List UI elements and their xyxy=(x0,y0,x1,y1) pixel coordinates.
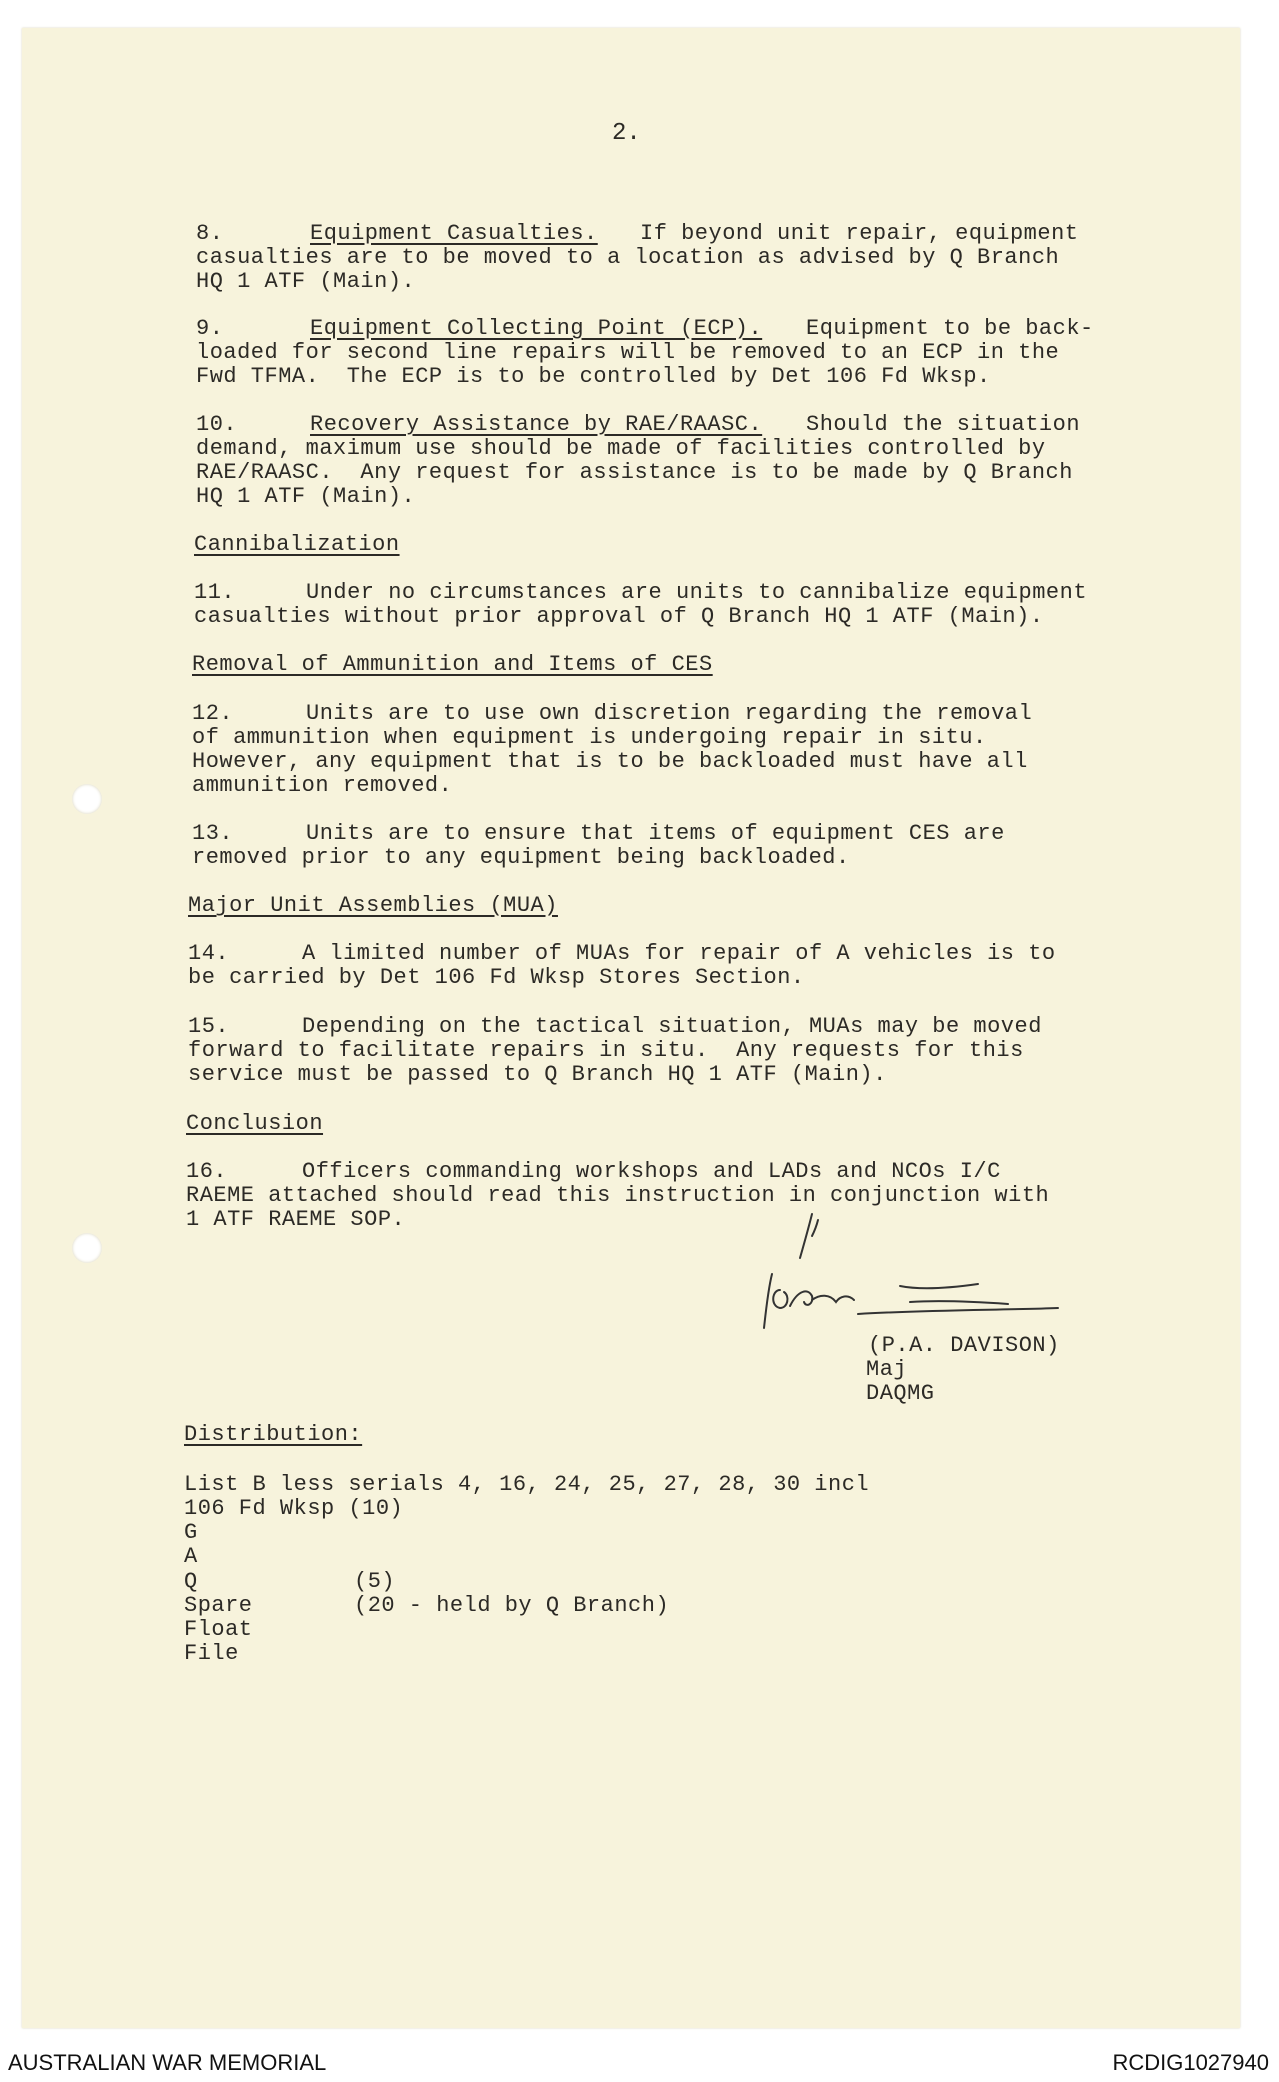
signatory-appointment: DAQMG xyxy=(866,1381,935,1406)
para-number: 16. xyxy=(186,1159,228,1184)
distribution-line: Float xyxy=(184,1617,253,1642)
para-text: However, any equipment that is to be backloaded must have all xyxy=(192,749,1028,774)
para-text: casualties are to be moved to a location as advised by Q Branch xyxy=(196,245,1060,270)
para-text: service must be passed to Q Branch HQ 1 ATF (Main). xyxy=(188,1062,887,1087)
para-heading: Recovery Assistance by RAE/RAASC. xyxy=(310,412,763,437)
footer-archive-name: AUSTRALIAN WAR MEMORIAL xyxy=(8,2050,327,2075)
section-heading: Cannibalization xyxy=(194,532,400,557)
para-text: HQ 1 ATF (Main). xyxy=(196,269,416,294)
signatory-rank: Maj xyxy=(866,1357,908,1382)
distribution-line: 106 Fd Wksp (10) xyxy=(184,1496,404,1521)
distribution-line: A xyxy=(184,1544,198,1569)
para-text: loaded for second line repairs will be removed to an ECP in the xyxy=(196,340,1060,365)
para-text: If beyond unit repair, equipment xyxy=(640,221,1079,246)
section-heading: Conclusion xyxy=(186,1111,324,1136)
para-text: casualties without prior approval of Q Branch HQ 1 ATF (Main). xyxy=(194,604,1044,629)
section-heading: Major Unit Assemblies (MUA) xyxy=(188,893,558,918)
para-text: ammunition removed. xyxy=(192,773,453,798)
para-text: be carried by Det 106 Fd Wksp Stores Section. xyxy=(188,965,805,990)
para-heading: Equipment Casualties. xyxy=(310,221,598,246)
para-text: RAE/RAASC. Any request for assistance is to be made by Q Branch xyxy=(196,460,1073,485)
para-text: Officers commanding workshops and LADs and NCOs I/C xyxy=(302,1159,1001,1184)
para-text: of ammunition when equipment is undergoing repair in situ. xyxy=(192,725,987,750)
para-number: 8. xyxy=(196,221,224,246)
para-text: Depending on the tactical situation, MUAs may be moved xyxy=(302,1014,1042,1039)
distribution-qty: (5) xyxy=(354,1569,396,1594)
footer-record-id: RCDIG1027940 xyxy=(1112,2050,1269,2075)
distribution-qty: (20 - held by Q Branch) xyxy=(354,1593,670,1618)
para-text: Equipment to be back- xyxy=(806,316,1094,341)
para-text: 1 ATF RAEME SOP. xyxy=(186,1207,406,1232)
para-text: demand, maximum use should be made of facilities controlled by xyxy=(196,436,1046,461)
distribution-line: Spare xyxy=(184,1593,253,1618)
para-number: 14. xyxy=(188,941,230,966)
handwritten-signature xyxy=(750,1210,1080,1340)
para-number: 13. xyxy=(192,821,234,846)
para-number: 12. xyxy=(192,701,234,726)
para-text: Should the situation xyxy=(806,412,1081,437)
distribution-line: Q xyxy=(184,1569,198,1594)
para-text: forward to facilitate repairs in situ. Any requests for this xyxy=(188,1038,1024,1063)
signatory-name: (P.A. DAVISON) xyxy=(868,1333,1060,1358)
para-number: 11. xyxy=(194,580,236,605)
distribution-line: List B less serials 4, 16, 24, 25, 27, 28, 30 incl xyxy=(184,1472,870,1497)
distribution-heading: Distribution: xyxy=(184,1422,363,1447)
distribution-line: G xyxy=(184,1520,198,1545)
para-text: A limited number of MUAs for repair of A vehicles is to xyxy=(302,941,1056,966)
para-text: HQ 1 ATF (Main). xyxy=(196,484,416,509)
section-heading: Removal of Ammunition and Items of CES xyxy=(192,652,713,677)
para-text: removed prior to any equipment being backloaded. xyxy=(192,845,850,870)
para-text: Units are to ensure that items of equipment CES are xyxy=(306,821,1005,846)
para-heading: Equipment Collecting Point (ECP). xyxy=(310,316,763,341)
para-number: 15. xyxy=(188,1014,230,1039)
para-number: 10. xyxy=(196,412,238,437)
page-number: 2. xyxy=(612,120,641,147)
para-text: Under no circumstances are units to cannibalize equipment xyxy=(306,580,1088,605)
para-number: 9. xyxy=(196,316,224,341)
distribution-line: File xyxy=(184,1641,239,1666)
para-text: RAEME attached should read this instruction in conjunction with xyxy=(186,1183,1050,1208)
para-text: Units are to use own discretion regarding the removal xyxy=(306,701,1033,726)
para-text: Fwd TFMA. The ECP is to be controlled by Det 106 Fd Wksp. xyxy=(196,364,991,389)
